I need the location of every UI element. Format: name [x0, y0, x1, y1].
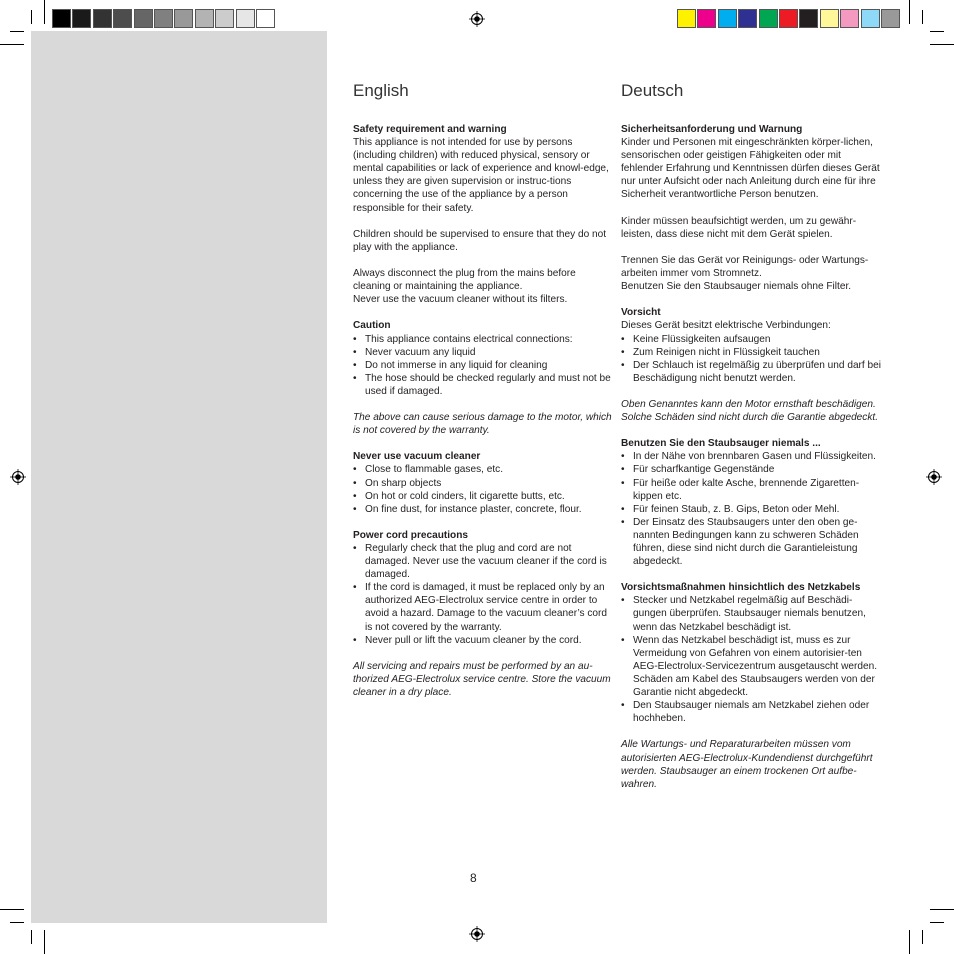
power-cord-list: [353, 542, 615, 647]
list-item: • Für heiße oder kalte Asche, brennende Zigaretten-kippen etc.: [621, 477, 883, 503]
color-swatch: [718, 9, 737, 28]
list-item: • Der Einsatz des Staubsaugers unter den oben ge-nannten Bedingungen kann zu schweren Schäden führen, diese sind nicht durch die Garantieleistung abgedeckt.: [621, 516, 883, 568]
color-swatch: [113, 9, 132, 28]
filters-text: Never use the vacuum cleaner without its filters.: [353, 294, 568, 306]
list-item: • On fine dust, for instance plaster, concrete, flour.: [353, 503, 615, 516]
safety-paragraph: This appliance is not intended for use by persons (including children) with reduced physical, sensory or mental capabilities or lack of experience and knowl-edge, unless they are given supervision or instruc-tions concerning the use of the appliance by a person responsible for their safety.: [353, 137, 609, 214]
never-use-list: [621, 450, 883, 568]
color-swatch: [738, 9, 757, 28]
deutsch-heading: Deutsch: [621, 81, 684, 100]
list-item: • Für feinen Staub, z. B. Gips, Beton oder Mehl.: [621, 503, 883, 516]
never-use-title: Benutzen Sie den Staubsauger niemals ...: [621, 438, 821, 450]
servicing-note: All servicing and repairs must be performed by an au-thorized AEG-Electrolux service centre. Store the vacuum cleaner in a dry place.: [353, 660, 611, 699]
list-item: • Keine Flüssigkeiten aufsaugen: [621, 333, 883, 346]
list-item: • If the cord is damaged, it must be replaced only by an authorized AEG-Electrolux service centre in order to avoid a hazard. Damage to the vacuum cleaner’s cord is not covered by the warranty.: [353, 581, 615, 633]
color-swatch: [256, 9, 275, 28]
color-swatch: [881, 9, 900, 28]
color-swatch: [677, 9, 696, 28]
list-item: • Stecker und Netzkabel regelmäßig auf Beschädi-gungen überprüfen. Staubsauger niemals benutzen, wenn das Netzkabel beschädigt ist.: [621, 594, 883, 633]
color-swatch: [759, 9, 778, 28]
color-swatch: [779, 9, 798, 28]
grayscale-color-bar: [52, 9, 276, 30]
list-item: • On hot or cold cinders, lit cigarette butts, etc.: [353, 490, 615, 503]
disconnect-text: Always disconnect the plug from the mains before cleaning or maintaining the appliance.: [353, 268, 576, 293]
color-swatch: [215, 9, 234, 28]
color-swatch: [134, 9, 153, 28]
power-cord-list: [621, 594, 883, 725]
color-swatch: [799, 9, 818, 28]
cmyk-color-bar: [677, 9, 901, 30]
list-item: • Never vacuum any liquid: [353, 346, 615, 359]
list-item: • Do not immerse in any liquid for cleaning: [353, 359, 615, 372]
list-item: • On sharp objects: [353, 477, 615, 490]
color-swatch: [236, 9, 255, 28]
color-swatch: [861, 9, 880, 28]
supervision-paragraph: Children should be supervised to ensure that they do not play with the appliance.: [353, 228, 607, 253]
color-swatch: [72, 9, 91, 28]
never-use-list: [353, 463, 615, 515]
list-item: • Den Staubsauger niemals am Netzkabel ziehen oder hochheben.: [621, 699, 883, 725]
caution-note: The above can cause serious damage to the motor, which is not covered by the warranty.: [353, 412, 612, 437]
list-item: • Never pull or lift the vacuum cleaner by the cord.: [353, 634, 615, 647]
list-item: • Wenn das Netzkabel beschädigt ist, muss es zur Vermeidung von Gefahren von einem autorisier-ten AEG-Electrolux-Servicezentrum ausgetauscht werden. Schäden am Kabel des Staubsaugers werden von der Garantie nicht abgedeckt.: [621, 634, 883, 699]
color-swatch: [195, 9, 214, 28]
caution-list: [353, 333, 615, 398]
caution-title: Caution: [353, 320, 391, 332]
list-item: • Der Schlauch ist regelmäßig zu überprüfen und darf bei Beschädigung nicht benutzt werden.: [621, 359, 883, 385]
list-item: • The hose should be checked regularly and must not be used if damaged.: [353, 372, 615, 398]
registration-mark-icon: [926, 469, 942, 485]
color-swatch: [93, 9, 112, 28]
list-item: • This appliance contains electrical connections:: [353, 333, 615, 346]
power-cord-title: Power cord precautions: [353, 529, 468, 541]
power-cord-title: Vorsichtsmaßnahmen hinsichtlich des Netzkabels: [621, 582, 861, 594]
color-swatch: [52, 9, 71, 28]
caution-intro: Dieses Gerät besitzt elektrische Verbindungen:: [621, 320, 831, 332]
caution-title: Vorsicht: [621, 307, 661, 319]
caution-list: [621, 333, 883, 385]
list-item: • In der Nähe von brennbaren Gasen und Flüssigkeiten.: [621, 450, 883, 463]
list-item: • Regularly check that the plug and cord are not damaged. Never use the vacuum cleaner if the cord is damaged.: [353, 542, 615, 581]
list-item: • Close to flammable gases, etc.: [353, 463, 615, 476]
safety-title: Safety requirement and warning: [353, 124, 507, 135]
list-item: • Für scharfkantige Gegenstände: [621, 463, 883, 476]
list-item: • Zum Reinigen nicht in Flüssigkeit tauchen: [621, 346, 883, 359]
color-swatch: [840, 9, 859, 28]
color-swatch: [697, 9, 716, 28]
color-swatch: [820, 9, 839, 28]
disconnect-text: Trennen Sie das Gerät vor Reinigungs- oder Wartungs-arbeiten immer vom Stromnetz.: [621, 254, 869, 280]
never-use-title: Never use vacuum cleaner: [353, 451, 481, 463]
gray-side-panel: [31, 31, 327, 923]
english-heading: English: [353, 81, 409, 100]
color-swatch: [154, 9, 173, 28]
safety-title: Sicherheitsanforderung und Warnung: [621, 124, 803, 135]
registration-mark-icon: [469, 926, 485, 942]
registration-mark-icon: [469, 11, 485, 27]
color-swatch: [174, 9, 193, 28]
registration-mark-icon: [10, 469, 26, 485]
filters-text: Benutzen Sie den Staubsauger niemals ohne Filter.: [621, 281, 852, 293]
page-number: 8: [470, 871, 477, 885]
servicing-note: Alle Wartungs- und Reparaturarbeiten müssen vom autorisierten AEG-Electrolux-Kundendienst durchgeführt werden. Staubsauger an einem trockenen Ort aufbe-wahren.: [621, 739, 873, 790]
supervision-paragraph: Kinder müssen beaufsichtigt werden, um zu gewähr-leisten, dass diese nicht mit dem Gerät spielen.: [621, 215, 857, 240]
caution-note: Oben Genanntes kann den Motor ernsthaft beschädigen. Solche Schäden sind nicht durch die Garantie abgedeckt.: [621, 398, 878, 424]
safety-paragraph: Kinder und Personen mit eingeschränkten körper-lichen, sensorischen oder geistigen Fähigkeiten oder mit fehlender Erfahrung und Kenntnissen dürfen dieses Gerät nur unter Aufsicht oder nach Anleitung durch eine für ihre Sicherheit verantwortliche Person benutzen.: [621, 137, 880, 201]
